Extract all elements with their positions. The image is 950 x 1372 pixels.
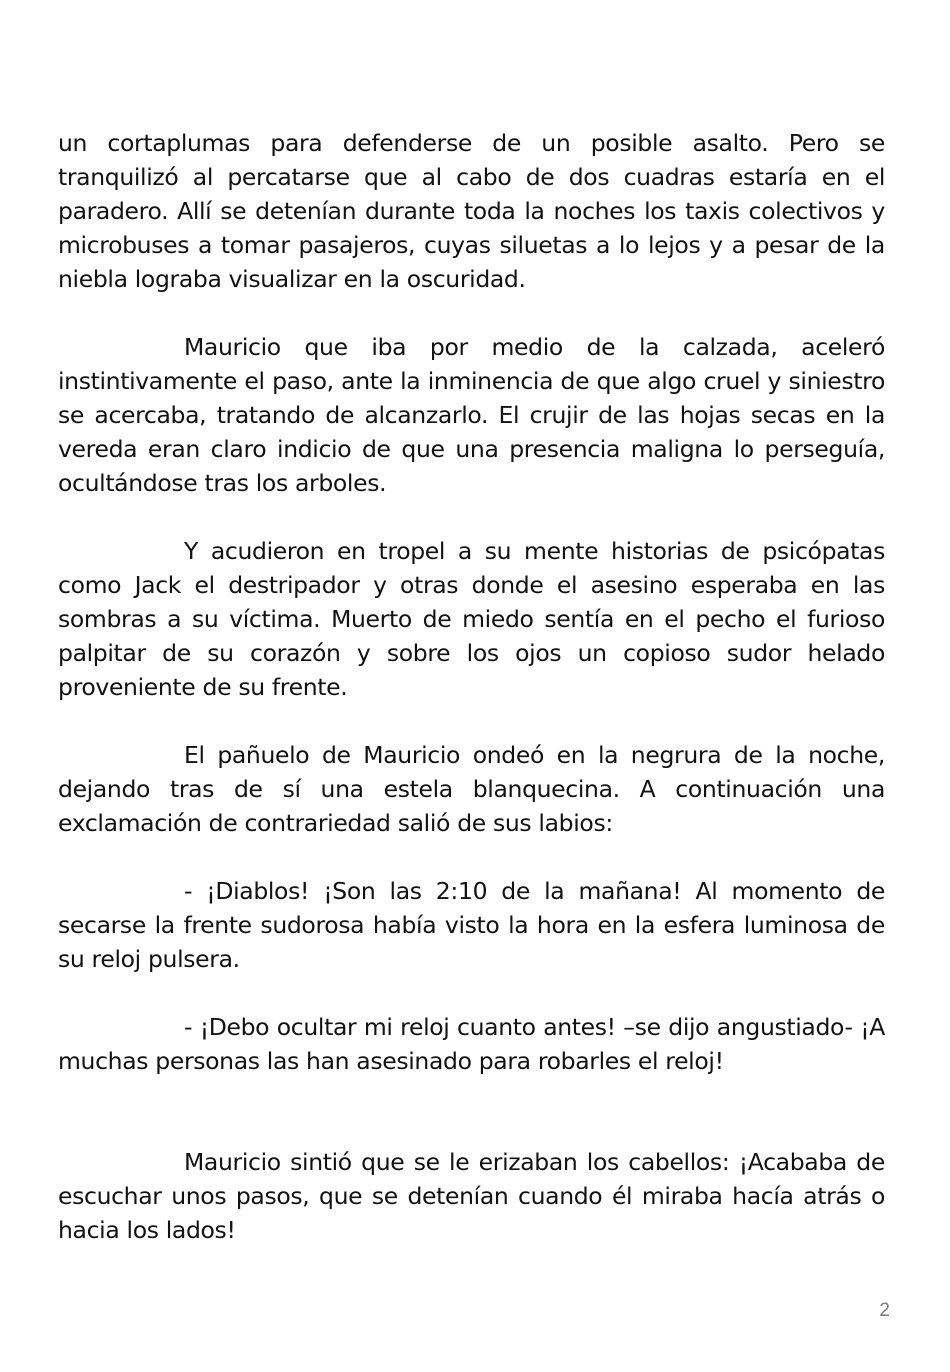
paragraph-3: Y acudieron en tropel a su mente historias de psicópatas como Jack el destripador y otras donde el asesino esperaba en las sombras a su víctima. Muerto de miedo sentía en el pecho el furioso palpitar de su corazón y sobre los ojos un copioso sudor helado proveniente de su frente. xyxy=(58,537,885,701)
paragraph-5: - ¡Diablos! ¡Son las 2:10 de la mañana! Al momento de secarse la frente sudorosa había visto la hora en la esfera luminosa de su reloj pulsera. xyxy=(58,877,885,973)
paragraph-1: un cortaplumas para defenderse de un posible asalto. Pero se tranquilizó al percatarse que al cabo de dos cuadras estaría en el paradero. Allí se detenían durante toda la noches los taxis colectivos y microbuses a tomar pasajeros, cuyas siluetas a lo lejos y a pesar de la niebla lograba visualizar en la oscuridad. xyxy=(58,129,885,293)
paragraph-6: - ¡Debo ocultar mi reloj cuanto antes! –se dijo angustiado- ¡A muchas personas las han asesinado para robarles el reloj! xyxy=(58,1013,885,1075)
document-page xyxy=(58,126,885,1247)
paragraph-4: El pañuelo de Mauricio ondeó en la negrura de la noche, dejando tras de sí una estela blanquecina. A continuación una exclamación de contrariedad salió de sus labios: xyxy=(58,741,885,837)
paragraph-2: Mauricio que iba por medio de la calzada, aceleró instintivamente el paso, ante la inminencia de que algo cruel y siniestro se acercaba, tratando de alcanzarlo. El crujir de las hojas secas en la vereda eran claro indicio de que una presencia maligna lo perseguía, ocultándose tras los arboles. xyxy=(58,333,885,497)
page-number: 2 xyxy=(879,1300,890,1321)
paragraph-7: Mauricio sintió que se le erizaban los cabellos: ¡Acababa de escuchar unos pasos, que se detenían cuando él miraba hacía atrás o hacia los lados! xyxy=(58,1148,885,1244)
